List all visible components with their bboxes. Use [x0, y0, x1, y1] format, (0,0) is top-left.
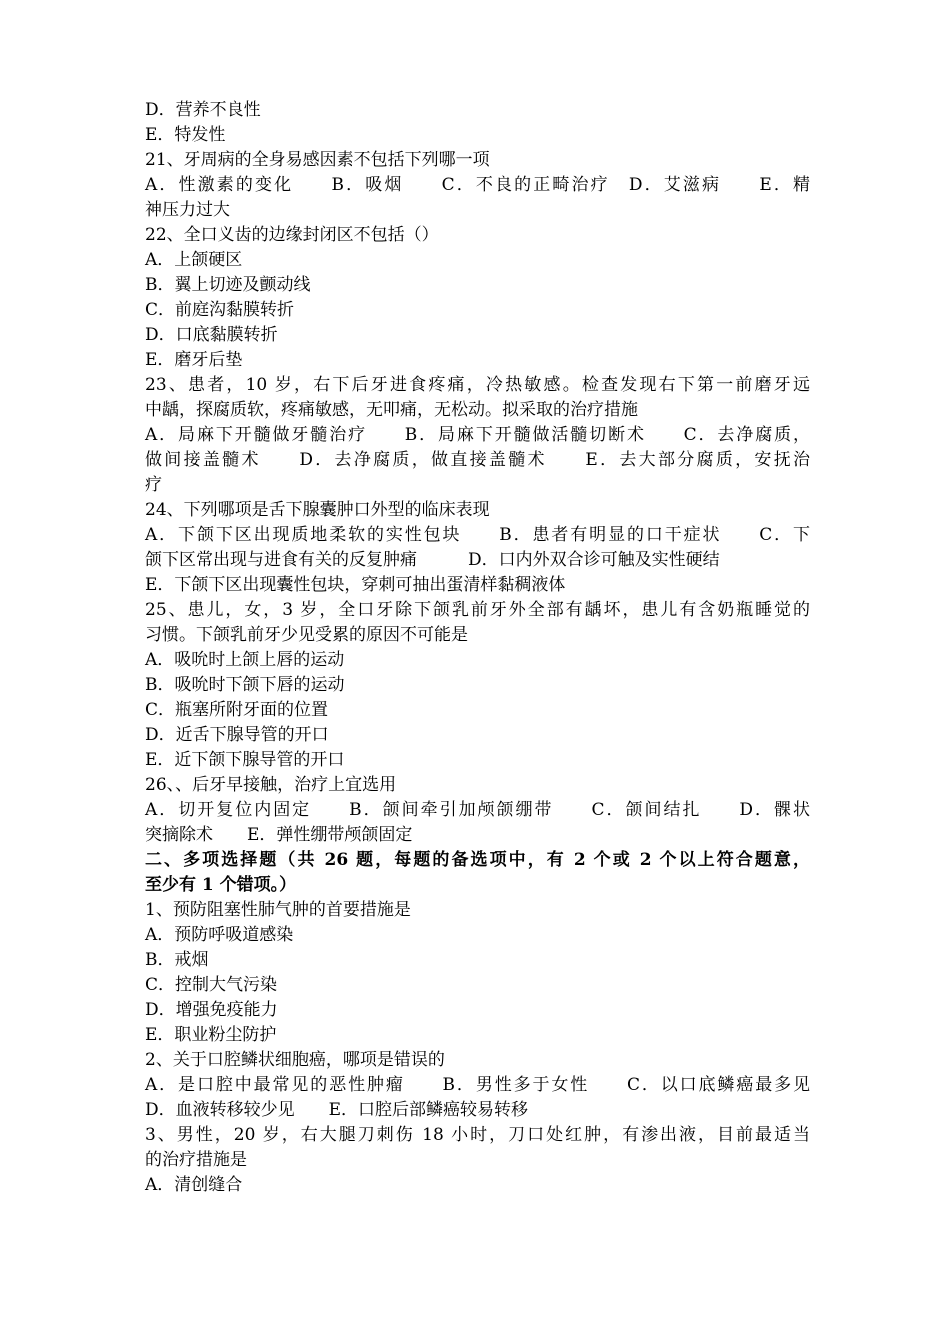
question-text: 1、预防阻塞性肺气肿的首要措施是: [145, 900, 411, 920]
question-text: 习惯。下颌乳前牙少见受累的原因不可能是: [145, 625, 468, 645]
section-heading: 二、多项选择题（共 26 题，每题的备选项中，有 2 个或 2 个以上符合题意，: [145, 850, 810, 870]
question-text: 26、、后牙早接触，治疗上宜选用: [145, 775, 397, 795]
option-line: E．磨牙后垫: [145, 350, 243, 370]
question-text: 25、患儿，女，3 岁，全口牙除下颌乳前牙外全部有龋坏，患儿有含奶瓶睡觉的: [145, 600, 810, 620]
option-line: A．切开复位内固定 B．颌间牵引加颅颌绷带 C．颌间结扎 D．髁状: [145, 800, 810, 820]
option-line: D．血液转移较少见 E．口腔后部鳞癌较易转移: [145, 1100, 529, 1120]
option-line: C．瓶塞所附牙面的位置: [145, 700, 329, 720]
option-line: E．下颌下区出现囊性包块，穿刺可抽出蛋清样黏稠液体: [145, 575, 566, 595]
option-line: A．下颌下区出现质地柔软的实性包块 B．患者有明显的口干症状 C．下: [145, 525, 810, 545]
question-text: 2、关于口腔鳞状细胞癌，哪项是错误的: [145, 1050, 445, 1070]
option-line: A．局麻下开髓做牙髓治疗 B．局麻下开髓做活髓切断术 C．去净腐质，: [145, 425, 810, 445]
option-line: A．是口腔中最常见的恶性肿瘤 B．男性多于女性 C．以口底鳞癌最多见: [145, 1075, 810, 1095]
document-page: [145, 98, 810, 1198]
question-text: 23、患者，10 岁，右下后牙进食疼痛，冷热敏感。检查发现右下第一前磨牙远: [145, 375, 810, 395]
text-line: D．营养不良性: [145, 100, 261, 120]
option-line: B．吸吮时下颌下唇的运动: [145, 675, 345, 695]
option-line: 做间接盖髓术 D．去净腐质，做直接盖髓术 E．去大部分腐质，安抚治: [145, 450, 810, 470]
question-text: 22、全口义齿的边缘封闭区不包括（）: [145, 225, 439, 245]
option-line: D．近舌下腺导管的开口: [145, 725, 329, 745]
option-line: B．戒烟: [145, 950, 209, 970]
option-line: A．清创缝合: [145, 1175, 243, 1195]
option-line: C．前庭沟黏膜转折: [145, 300, 295, 320]
option-line: D．口底黏膜转折: [145, 325, 278, 345]
option-line: A．预防呼吸道感染: [145, 925, 294, 945]
question-text: 3、男性，20 岁，右大腿刀刺伤 18 小时，刀口处红肿，有渗出液，目前最适当: [145, 1125, 810, 1145]
question-text: 24、下列哪项是舌下腺囊肿口外型的临床表现: [145, 500, 490, 520]
text-line: E．特发性: [145, 125, 226, 145]
option-line: B．翼上切迹及颤动线: [145, 275, 311, 295]
option-line: 颌下区常出现与进食有关的反复肿痛 D．口内外双合诊可触及实性硬结: [145, 550, 720, 570]
section-heading: 至少有 1 个错项。）: [145, 875, 297, 895]
question-text: 中龋，探腐质软，疼痛敏感，无叩痛，无松动。拟采取的治疗措施: [145, 400, 638, 420]
option-line: E．职业粉尘防护: [145, 1025, 277, 1045]
option-line: 突摘除术 E．弹性绷带颅颌固定: [145, 825, 413, 845]
option-line: 疗: [145, 475, 162, 495]
option-line: D．增强免疫能力: [145, 1000, 278, 1020]
option-line: E．近下颌下腺导管的开口: [145, 750, 345, 770]
question-text: 21、牙周病的全身易感因素不包括下列哪一项: [145, 150, 490, 170]
option-line: A．吸吮时上颌上唇的运动: [145, 650, 345, 670]
option-line: A．上颌硬区: [145, 250, 243, 270]
option-line: 神压力过大: [145, 200, 230, 220]
question-text: 的治疗措施是: [145, 1150, 247, 1170]
option-line: A．性激素的变化 B．吸烟 C．不良的正畸治疗 D．艾滋病 E．精: [145, 175, 810, 195]
option-line: C．控制大气污染: [145, 975, 278, 995]
